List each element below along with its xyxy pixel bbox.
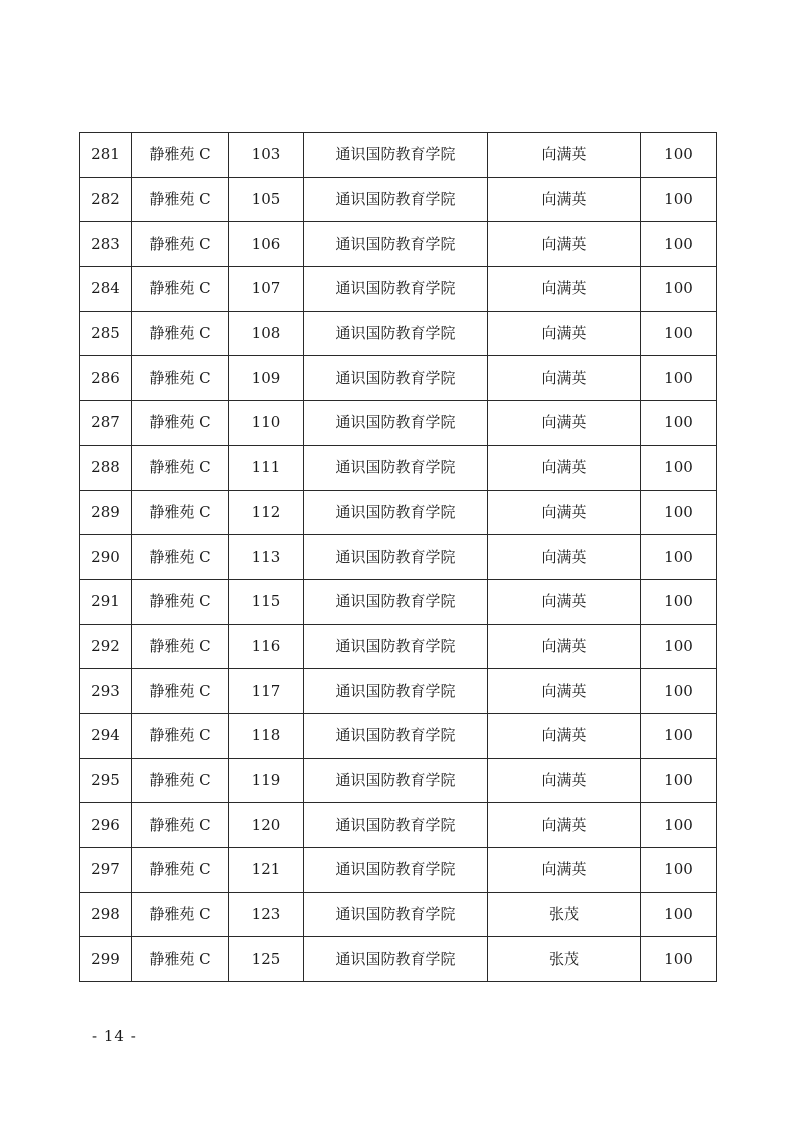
teacher-cell: 向满英: [488, 490, 641, 535]
building-cell: 静雅苑 C: [132, 311, 229, 356]
building-cell: 静雅苑 C: [132, 133, 229, 178]
table-row: [80, 848, 717, 893]
college-cell: 通识国防教育学院: [304, 803, 488, 848]
table-row: [80, 177, 717, 222]
teacher-cell: 张茂: [488, 937, 641, 982]
room-number-cell: 112: [229, 490, 304, 535]
building-cell: 静雅苑 C: [132, 713, 229, 758]
serial-number-cell: 291: [80, 579, 132, 624]
teacher-cell: 向满英: [488, 624, 641, 669]
table-row: [80, 490, 717, 535]
room-number-cell: 111: [229, 445, 304, 490]
serial-number-cell: 290: [80, 535, 132, 580]
building-cell: 静雅苑 C: [132, 535, 229, 580]
college-cell: 通识国防教育学院: [304, 311, 488, 356]
serial-number-cell: 286: [80, 356, 132, 401]
teacher-cell: 向满英: [488, 535, 641, 580]
score-cell: 100: [641, 311, 717, 356]
college-cell: 通识国防教育学院: [304, 267, 488, 312]
teacher-cell: 向满英: [488, 222, 641, 267]
college-cell: 通识国防教育学院: [304, 579, 488, 624]
score-cell: 100: [641, 222, 717, 267]
teacher-cell: 向满英: [488, 579, 641, 624]
teacher-cell: 向满英: [488, 133, 641, 178]
building-cell: 静雅苑 C: [132, 222, 229, 267]
table-row: [80, 535, 717, 580]
teacher-cell: 向满英: [488, 669, 641, 714]
teacher-cell: 向满英: [488, 356, 641, 401]
serial-number-cell: 294: [80, 713, 132, 758]
teacher-cell: 向满英: [488, 758, 641, 803]
teacher-cell: 向满英: [488, 401, 641, 446]
room-number-cell: 106: [229, 222, 304, 267]
table-row: [80, 803, 717, 848]
score-cell: 100: [641, 758, 717, 803]
serial-number-cell: 285: [80, 311, 132, 356]
table-body: [80, 133, 717, 982]
score-cell: 100: [641, 445, 717, 490]
building-cell: 静雅苑 C: [132, 669, 229, 714]
building-cell: 静雅苑 C: [132, 758, 229, 803]
score-cell: 100: [641, 937, 717, 982]
score-cell: 100: [641, 356, 717, 401]
room-number-cell: 113: [229, 535, 304, 580]
college-cell: 通识国防教育学院: [304, 848, 488, 893]
room-number-cell: 109: [229, 356, 304, 401]
score-cell: 100: [641, 267, 717, 312]
table-row: [80, 579, 717, 624]
serial-number-cell: 281: [80, 133, 132, 178]
serial-number-cell: 287: [80, 401, 132, 446]
room-number-cell: 118: [229, 713, 304, 758]
college-cell: 通识国防教育学院: [304, 222, 488, 267]
room-number-cell: 105: [229, 177, 304, 222]
room-number-cell: 123: [229, 892, 304, 937]
room-number-cell: 117: [229, 669, 304, 714]
table-row: [80, 445, 717, 490]
table-row: [80, 311, 717, 356]
serial-number-cell: 296: [80, 803, 132, 848]
score-cell: 100: [641, 848, 717, 893]
score-cell: 100: [641, 579, 717, 624]
building-cell: 静雅苑 C: [132, 490, 229, 535]
score-cell: 100: [641, 177, 717, 222]
college-cell: 通识国防教育学院: [304, 892, 488, 937]
score-cell: 100: [641, 624, 717, 669]
building-cell: 静雅苑 C: [132, 579, 229, 624]
building-cell: 静雅苑 C: [132, 803, 229, 848]
teacher-cell: 向满英: [488, 848, 641, 893]
room-number-cell: 103: [229, 133, 304, 178]
teacher-cell: 张茂: [488, 892, 641, 937]
college-cell: 通识国防教育学院: [304, 624, 488, 669]
score-cell: 100: [641, 669, 717, 714]
score-cell: 100: [641, 803, 717, 848]
serial-number-cell: 293: [80, 669, 132, 714]
table-row: [80, 624, 717, 669]
table-row: [80, 133, 717, 178]
score-cell: 100: [641, 490, 717, 535]
teacher-cell: 向满英: [488, 267, 641, 312]
table-row: [80, 892, 717, 937]
building-cell: 静雅苑 C: [132, 445, 229, 490]
room-number-cell: 116: [229, 624, 304, 669]
serial-number-cell: 297: [80, 848, 132, 893]
score-cell: 100: [641, 892, 717, 937]
serial-number-cell: 289: [80, 490, 132, 535]
serial-number-cell: 283: [80, 222, 132, 267]
serial-number-cell: 292: [80, 624, 132, 669]
table-row: [80, 937, 717, 982]
table-row: [80, 222, 717, 267]
table-row: [80, 401, 717, 446]
building-cell: 静雅苑 C: [132, 401, 229, 446]
room-number-cell: 107: [229, 267, 304, 312]
room-number-cell: 125: [229, 937, 304, 982]
room-number-cell: 121: [229, 848, 304, 893]
score-cell: 100: [641, 535, 717, 580]
teacher-cell: 向满英: [488, 177, 641, 222]
dormitory-table: [79, 132, 717, 982]
college-cell: 通识国防教育学院: [304, 937, 488, 982]
table-row: [80, 267, 717, 312]
college-cell: 通识国防教育学院: [304, 490, 488, 535]
serial-number-cell: 299: [80, 937, 132, 982]
college-cell: 通识国防教育学院: [304, 133, 488, 178]
table-row: [80, 758, 717, 803]
college-cell: 通识国防教育学院: [304, 356, 488, 401]
college-cell: 通识国防教育学院: [304, 758, 488, 803]
building-cell: 静雅苑 C: [132, 848, 229, 893]
serial-number-cell: 298: [80, 892, 132, 937]
building-cell: 静雅苑 C: [132, 937, 229, 982]
building-cell: 静雅苑 C: [132, 177, 229, 222]
table-row: [80, 356, 717, 401]
college-cell: 通识国防教育学院: [304, 401, 488, 446]
serial-number-cell: 284: [80, 267, 132, 312]
building-cell: 静雅苑 C: [132, 267, 229, 312]
building-cell: 静雅苑 C: [132, 356, 229, 401]
room-number-cell: 115: [229, 579, 304, 624]
table-row: [80, 669, 717, 714]
college-cell: 通识国防教育学院: [304, 445, 488, 490]
score-cell: 100: [641, 401, 717, 446]
teacher-cell: 向满英: [488, 311, 641, 356]
score-cell: 100: [641, 133, 717, 178]
serial-number-cell: 295: [80, 758, 132, 803]
college-cell: 通识国防教育学院: [304, 177, 488, 222]
college-cell: 通识国防教育学院: [304, 713, 488, 758]
room-number-cell: 119: [229, 758, 304, 803]
teacher-cell: 向满英: [488, 713, 641, 758]
table-row: [80, 713, 717, 758]
room-number-cell: 110: [229, 401, 304, 446]
room-number-cell: 108: [229, 311, 304, 356]
college-cell: 通识国防教育学院: [304, 535, 488, 580]
serial-number-cell: 282: [80, 177, 132, 222]
room-number-cell: 120: [229, 803, 304, 848]
page-number: - 14 -: [92, 1027, 137, 1045]
teacher-cell: 向满英: [488, 803, 641, 848]
college-cell: 通识国防教育学院: [304, 669, 488, 714]
building-cell: 静雅苑 C: [132, 624, 229, 669]
score-cell: 100: [641, 713, 717, 758]
teacher-cell: 向满英: [488, 445, 641, 490]
building-cell: 静雅苑 C: [132, 892, 229, 937]
serial-number-cell: 288: [80, 445, 132, 490]
